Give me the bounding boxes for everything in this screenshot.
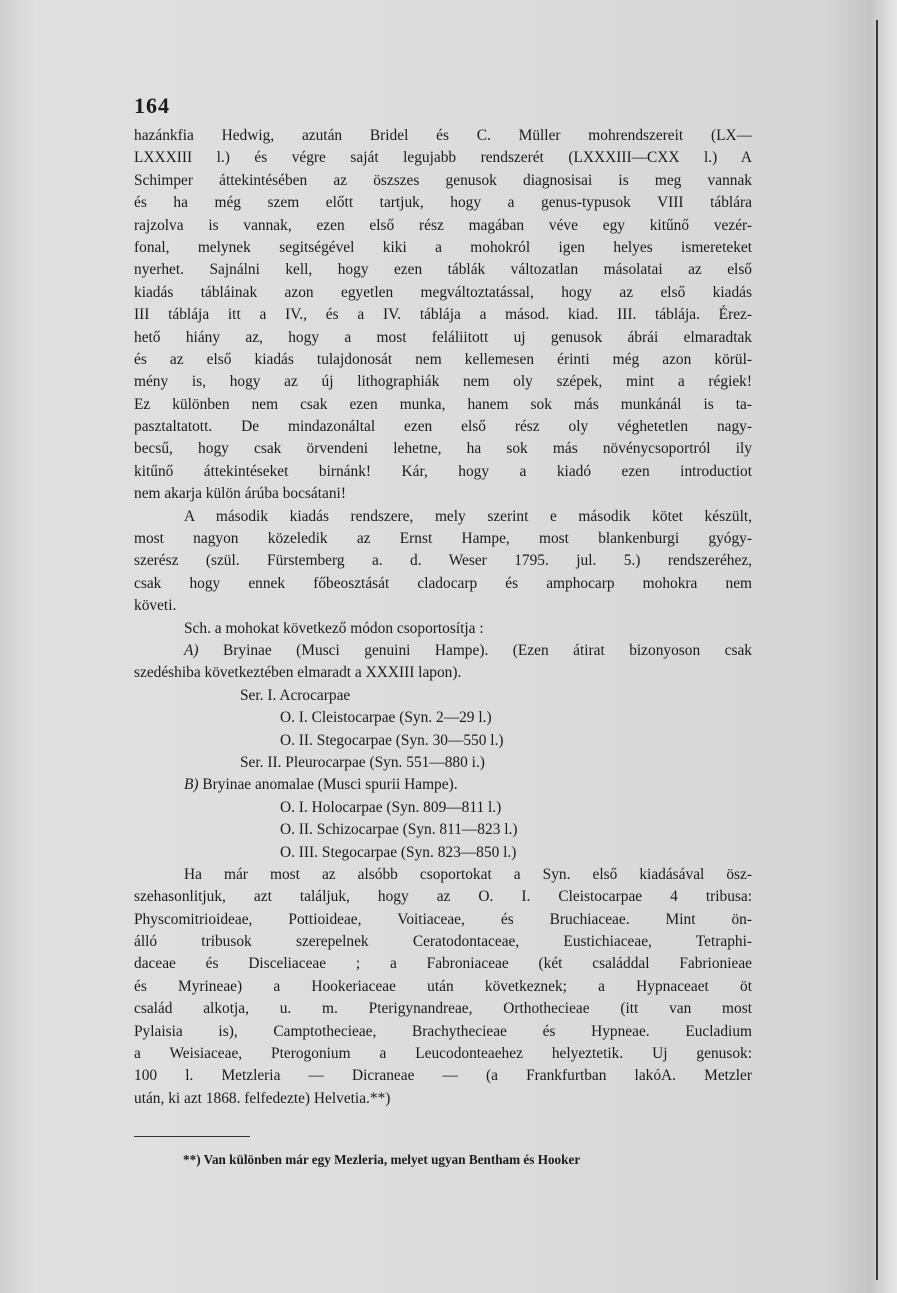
page-number: 164 — [134, 93, 170, 118]
text-line: és Myrineae) a Hookeriaceae után következnek; a Hypnaceaet öt — [134, 977, 752, 995]
series-line: Ser. II. Pleurocarpae (Syn. 551—880 i.) — [240, 753, 485, 771]
text-line: Ha már most az alsóbb csoportokat a Syn. első kiadásával ösz- — [184, 865, 752, 883]
text-line: LXXXIII l.) és végre saját legujabb rendszerét (LXXXIII—CXX l.) A — [134, 149, 752, 167]
text-line: fonal, melynek segitségével kiki a mohokról igen helyes ismereteket — [134, 238, 752, 256]
body-text — [134, 125, 752, 1110]
text-line: daceae és Disceliaceae ; a Fabroniaceae (két családdal Fabrionieae — [134, 955, 752, 973]
order-line: O. III. Stegocarpae (Syn. 823—850 l.) — [280, 843, 517, 861]
text-line: álló tribusok szerepelnek Ceratodontaceae, Eustichiaceae, Tetraphi- — [134, 933, 752, 951]
text-line: III táblája itt a IV., és a IV. táblája a másod. kiad. III. táblája. Érez- — [134, 306, 752, 324]
text-line: szerész (szül. Fürstemberg a. d. Weser 1795. jul. 5.) rendszeréhez, — [134, 552, 752, 570]
text-line: után, ki azt 1868. felfedezte) Helvetia.**) — [134, 1089, 391, 1107]
section-marker-a: A) — [184, 641, 199, 659]
text-line: szedéshiba következtében elmaradt a XXXIII lapon). — [134, 664, 462, 682]
section-marker-b: B) — [184, 776, 199, 794]
order-line: O. II. Stegocarpae (Syn. 30—550 l.) — [280, 731, 504, 749]
text-line: szehasonlitjuk, azt találjuk, hogy az O. I. Cleistocarpae 4 tribusa: — [134, 888, 752, 906]
order-line: O. II. Schizocarpae (Syn. 811—823 l.) — [280, 821, 518, 839]
order-line: O. I. Holocarpae (Syn. 809—811 l.) — [280, 798, 502, 816]
text-line: Physcomitrioideae, Pottioideae, Voitiaceae, és Bruchiaceae. Mint ön- — [134, 910, 752, 928]
page-binding-edge — [876, 20, 878, 1280]
text-line: most nagyon közeledik az Ernst Hampe, most blankenburgi gyógy- — [134, 530, 752, 548]
text-line: mény is, hogy az új lithographiák nem oly szépek, mint a régiek! — [134, 373, 752, 391]
text-line: nyerhet. Sajnálni kell, hogy ezen táblák változatlan másolatai az első — [134, 261, 752, 279]
text-line: és az első kiadás tulajdonosát nem kellemesen érinti még azon körül- — [134, 350, 752, 368]
text-line: és ha még szem előtt tartjuk, hogy a genus-typusok VIII táblára — [134, 194, 752, 212]
text-line: Schimper áttekintésében az öszszes genusok diagnosisai is meg vannak — [134, 171, 752, 189]
text-line: kitűnő áttekintéseket birnánk! Kár, hogy a kiadó ezen introductiot — [134, 462, 752, 480]
classification-a-line: A) Bryinae (Musci genuini Hampe). (Ezen átirat bizonyoson csak — [184, 641, 752, 659]
text-line: A második kiadás rendszere, mely szerint e második kötet készült, — [184, 507, 752, 525]
classification-b-line: B) Bryinae anomalae (Musci spurii Hampe). — [184, 776, 458, 794]
text-line: család alkotja, u. m. Pterigynandreae, Orthothecieae (itt van most — [134, 1000, 752, 1018]
footnote-divider — [134, 1136, 250, 1137]
series-line: Ser. I. Acrocarpae — [240, 686, 351, 704]
text-line: követi. — [134, 597, 177, 615]
text-line: nem akarja külön árúba bocsátani! — [134, 485, 346, 503]
text-line: 100 l. Metzleria — Dicraneae — (a Frankfurtban lakóA. Metzler — [134, 1067, 752, 1085]
text-line: Ez különben nem csak ezen munka, hanem sok más munkánál is ta- — [134, 395, 752, 413]
text-line: a Weisiaceae, Pterogonium a Leucodonteaehez helyeztetik. Uj genusok: — [134, 1045, 752, 1063]
text-line: hazánkfia Hedwig, azután Bridel és C. Müller mohrendszereit (LX— — [134, 127, 752, 144]
text-line: csak hogy ennek főbeosztását cladocarp és amphocarp mohokra nem — [134, 574, 752, 592]
text-line: becsű, hogy csak örvendeni lehetne, ha sok más növénycsoportról ily — [134, 440, 752, 458]
order-line: O. I. Cleistocarpae (Syn. 2—29 l.) — [280, 709, 492, 727]
text-line: kiadás tábláinak azon egyetlen megváltoztatással, hogy az első kiadás — [134, 283, 752, 301]
text-line: Pylaisia is), Camptothecieae, Brachythecieae és Hypneae. Eucladium — [134, 1022, 752, 1040]
text-line: pasztaltatott. De mindazonáltal ezen első rész oly véghetetlen nagy- — [134, 418, 752, 436]
text-line: rajzolva is vannak, ezen első rész magában véve egy kitűnő vezér- — [134, 216, 752, 234]
text-line: hető hiány az, hogy a most feláliitott uj genusok ábrái elmaradtak — [134, 328, 752, 346]
footnote: **) Van különben már egy Mezleria, melyet ugyan Bentham és Hooker — [183, 1152, 581, 1167]
text-line: Sch. a mohokat következő módon csoportosítja : — [184, 619, 484, 637]
